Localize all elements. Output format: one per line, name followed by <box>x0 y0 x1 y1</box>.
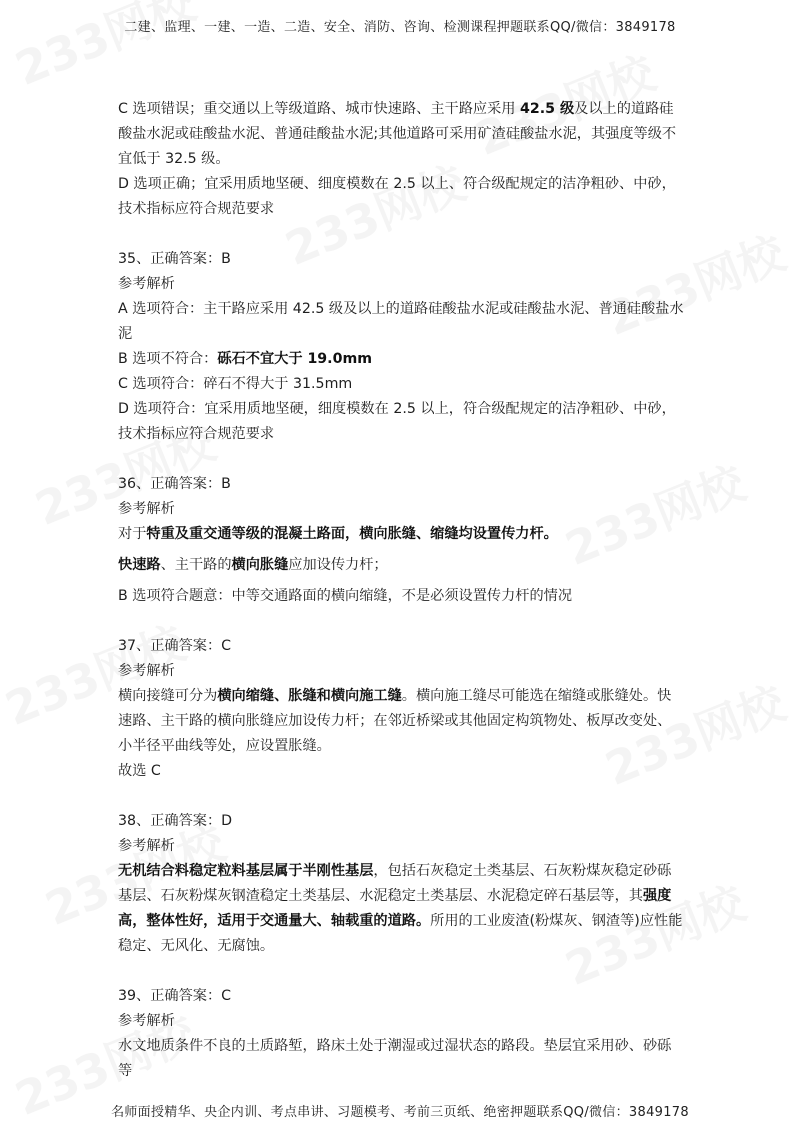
bold-run: 砾石不宜大于 19.0mm <box>217 351 373 367</box>
bold-run: 42.5 级 <box>520 101 575 117</box>
q36-line-2 <box>118 553 684 578</box>
q36-line-1 <box>118 522 684 547</box>
bold-run: 无机结合料稳定粒料基层属于半刚性基层 <box>118 863 374 879</box>
text-run: 、主干路的 <box>160 557 232 573</box>
q35-option-d: D 选项符合：宜采用质地坚硬，细度模数在 2.5 以上，符合级配规定的洁净粗砂、中砂，技术指标应符合规范要求 <box>118 401 676 442</box>
q39-answer: 39、正确答案：C <box>118 988 232 1004</box>
text-run: 对于 <box>118 526 147 542</box>
text-run: 所用的工业废渣(粉煤灰、钢渣等)应性能稳定、无风化、无腐蚀。 <box>118 913 683 954</box>
q36-answer: 36、正确答案：B <box>118 476 231 492</box>
watermark-1 <box>4 0 203 99</box>
text-run: ，包括石灰稳定土类基层、石灰粉煤灰稳定砂砾基层、石灰粉煤灰钢渣稳定土类基层、水泥稳定土类基层、水泥稳定碎石基层等，其 <box>118 863 672 904</box>
page-header: 二建、监理、一建、一造、二造、安全、消防、咨询、检测课程押题联系QQ/微信：3849178 <box>124 20 676 35</box>
q36-line-3: B 选项符合题意：中等交通路面的横向缩缝，不是必须设置传力杆的情况 <box>118 588 573 604</box>
q35-ref-title: 参考解析 <box>118 276 175 292</box>
q37-ref-title: 参考解析 <box>118 663 175 679</box>
bold-run: 快速路 <box>118 557 161 573</box>
q36-ref-title: 参考解析 <box>118 501 175 517</box>
q35-option-b <box>118 347 684 372</box>
q35-option-a: A 选项符合：主干路应采用 42.5 级及以上的道路硅酸盐水泥或硅酸盐水泥、普通硅酸盐水泥 <box>118 301 684 342</box>
text-run: 。横向施工缝尽可能选在缩缝或胀缝处。快速路、主干路的横向胀缝应加设传力杆；在邻近桥梁或其他固定构筑物处、板厚改变处、小半径平曲线等处，应设置胀缝。 <box>118 688 672 754</box>
q35-option-c: C 选项符合：碎石不得大于 31.5mm <box>118 376 353 392</box>
bold-run: 强度高，整体性好，适用于交通量大、轴载重的道路。 <box>118 888 672 929</box>
text-run: 横向接缝可分为 <box>118 688 218 704</box>
q37-conclusion: 故选 C <box>118 763 161 779</box>
page-footer: 名师面授精华、央企内训、考点串讲、习题模考、考前三页纸、绝密押题联系QQ/微信：3849178 <box>111 1105 689 1120</box>
q35-answer: 35、正确答案：B <box>118 251 231 267</box>
bold-run: 横向缩缝、胀缝和横向施工缝 <box>217 688 402 704</box>
document-body <box>118 97 684 1084</box>
bold-run: 横向胀缝 <box>231 557 289 573</box>
q39-ref-title: 参考解析 <box>118 1013 175 1029</box>
q38-ref-title: 参考解析 <box>118 838 175 854</box>
c-option-paragraph <box>118 97 684 172</box>
text-run: 应加设传力杆； <box>288 557 388 573</box>
q37-paragraph <box>118 684 684 759</box>
text-run: B 选项不符合： <box>118 351 218 367</box>
q38-paragraph <box>118 859 684 959</box>
q38-answer: 38、正确答案：D <box>118 813 233 829</box>
q37-answer: 37、正确答案：C <box>118 638 232 654</box>
q39-paragraph: 水文地质条件不良的土质路堑，路床土处于潮湿或过湿状态的路段。垫层宜采用砂、砂砾等 <box>118 1038 672 1079</box>
d-option-paragraph: D 选项正确；宜采用质地坚硬、细度模数在 2.5 以上、符合级配规定的洁净粗砂、中砂，技术指标应符合规范要求 <box>118 176 676 217</box>
text-run: C 选项错误；重交通以上等级道路、城市快速路、主干路应采用 <box>118 101 520 117</box>
bold-run: 特重及重交通等级的混凝土路面，横向胀缝、缩缝均设置传力杆。 <box>146 526 558 542</box>
text-run: 及以上的道路硅酸盐水泥或硅酸盐水泥、普通硅酸盐水泥;其他道路可采用矿渣硅酸盐水泥，其强度等级不宜低于 32.5 级。 <box>118 101 677 167</box>
